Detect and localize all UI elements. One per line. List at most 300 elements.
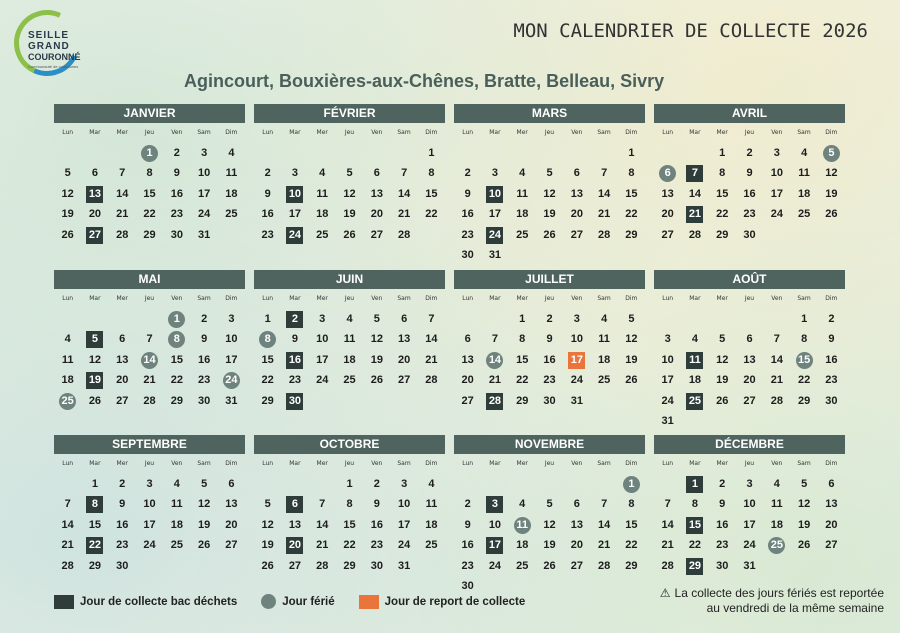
empty-cell — [454, 474, 481, 494]
day-cell: 30 — [543, 394, 556, 407]
day-cell: 22 — [625, 208, 638, 221]
day-cell: 13 — [570, 187, 583, 200]
day-cell: 8 — [346, 498, 353, 511]
weekday-label: Ven — [371, 129, 383, 136]
holiday-day: 8 — [254, 329, 281, 349]
day-cell: 5 — [546, 167, 553, 180]
weekday-label: Jeu — [544, 295, 555, 302]
day-cell: 23 — [543, 374, 556, 387]
weekday-row — [254, 460, 445, 472]
day-cell: 16 — [825, 353, 838, 366]
weekday-label: Dim — [625, 295, 638, 302]
day-cell: 26 — [261, 559, 274, 572]
day-cell: 22 — [798, 374, 811, 387]
day-cell: 10 — [198, 167, 211, 180]
legend — [54, 594, 549, 609]
weekday-label: Mer — [516, 295, 528, 302]
empty-cell — [481, 143, 508, 163]
weekday-label: Sam — [597, 460, 611, 467]
logo-line2: GRAND — [28, 41, 70, 52]
day-cell: 13 — [116, 353, 129, 366]
day-cell: 14 — [598, 518, 611, 531]
day-cell: 15 — [625, 187, 638, 200]
day-cell: 19 — [343, 208, 356, 221]
day-cell: 7 — [601, 167, 608, 180]
month-header: AOÛT — [654, 270, 845, 289]
day-cell: 30 — [825, 394, 838, 407]
weekday-label: Sam — [597, 295, 611, 302]
day-cell: 28 — [661, 559, 674, 572]
empty-cell — [763, 309, 790, 329]
day-cell: 26 — [343, 228, 356, 241]
day-cell: 23 — [461, 228, 474, 241]
day-cell: 12 — [798, 498, 811, 511]
day-cell: 8 — [628, 167, 635, 180]
day-cell: 10 — [398, 498, 411, 511]
day-cell: 5 — [546, 498, 553, 511]
day-cell: 4 — [773, 478, 780, 490]
weekday-label: Sam — [197, 129, 211, 136]
day-cell: 5 — [373, 313, 380, 325]
day-cell: 3 — [664, 333, 671, 346]
day-cell: 20 — [225, 518, 238, 531]
empty-cell — [363, 143, 390, 163]
day-cell: 21 — [770, 374, 783, 387]
weekday-label: Mar — [489, 295, 501, 302]
day-cell: 1 — [91, 478, 98, 490]
collect-day: 8 — [81, 494, 108, 514]
day-cell: 15 — [88, 518, 102, 531]
weekday-label: Ven — [171, 129, 183, 136]
day-cell: 24 — [770, 208, 783, 221]
day-cell: 12 — [88, 353, 102, 366]
month-header: FÉVRIER — [254, 104, 445, 123]
month-3 — [654, 104, 845, 245]
weekday-label: Mar — [89, 129, 101, 136]
weekday-label: Mar — [89, 460, 101, 467]
collect-day: 15 — [681, 515, 708, 535]
day-cell: 31 — [743, 559, 756, 572]
weekday-label: Dim — [225, 129, 238, 136]
day-cell: 9 — [173, 167, 180, 180]
weekday-label: Mar — [689, 460, 701, 467]
day-cell: 6 — [119, 333, 126, 346]
weekday-label: Jeu — [544, 129, 555, 136]
day-cell: 8 — [428, 167, 435, 180]
day-cell: 23 — [116, 539, 129, 552]
weekday-label: Jeu — [544, 460, 555, 467]
weekday-label: Ven — [571, 295, 583, 302]
day-cell: 27 — [370, 228, 383, 241]
day-cell: 1 — [346, 478, 353, 490]
weekday-label: Dim — [825, 295, 838, 302]
collect-day: 5 — [81, 329, 108, 349]
day-cell: 20 — [88, 208, 102, 221]
day-cell: 2 — [719, 478, 726, 490]
day-cell: 27 — [570, 228, 583, 241]
day-cell: 24 — [661, 394, 674, 407]
collect-day: 22 — [81, 535, 108, 555]
day-cell: 12 — [343, 187, 356, 200]
day-cell: 8 — [519, 333, 526, 346]
day-cell: 19 — [543, 539, 556, 552]
day-cell: 12 — [543, 187, 556, 200]
month-header: MAI — [54, 270, 245, 289]
weekday-label: Jeu — [744, 129, 755, 136]
day-cell: 17 — [198, 187, 211, 200]
day-cell: 26 — [198, 539, 211, 552]
day-cell: 23 — [461, 559, 474, 572]
weekday-label: Mer — [116, 129, 128, 136]
day-cell: 18 — [770, 518, 783, 531]
day-cell: 27 — [225, 539, 238, 552]
empty-cell — [654, 309, 681, 329]
weekday-label: Ven — [771, 129, 783, 136]
days-grid — [654, 143, 845, 245]
day-cell: 30 — [716, 559, 729, 572]
day-cell: 27 — [570, 559, 583, 572]
day-cell: 7 — [319, 498, 326, 511]
day-cell: 21 — [398, 208, 411, 221]
weekday-label: Lun — [262, 460, 274, 467]
holiday-day: 14 — [136, 350, 163, 370]
day-cell: 7 — [146, 333, 153, 346]
collect-day: 28 — [481, 391, 508, 411]
day-cell: 28 — [116, 228, 129, 241]
weekday-label: Lun — [62, 460, 74, 467]
day-cell: 21 — [488, 374, 502, 387]
day-cell: 12 — [625, 333, 638, 346]
day-cell: 7 — [773, 333, 780, 346]
weekday-label: Sam — [397, 460, 411, 467]
day-cell: 15 — [716, 187, 729, 200]
weekday-row — [54, 129, 245, 141]
weekday-label: Mar — [289, 295, 301, 302]
weekday-row — [54, 295, 245, 307]
day-cell: 30 — [461, 579, 474, 592]
day-cell: 6 — [91, 167, 98, 180]
day-cell: 17 — [143, 518, 156, 531]
day-cell: 21 — [598, 539, 611, 552]
day-cell: 24 — [143, 539, 156, 552]
empty-cell — [254, 143, 281, 163]
empty-cell — [54, 143, 81, 163]
day-cell: 16 — [116, 518, 129, 531]
day-cell: 18 — [61, 374, 74, 387]
weekday-label: Mer — [716, 129, 728, 136]
day-cell: 15 — [261, 353, 274, 366]
month-header: JUILLET — [454, 270, 645, 289]
day-cell: 8 — [691, 498, 698, 511]
weekday-label: Jeu — [344, 129, 355, 136]
day-cell: 6 — [228, 478, 235, 490]
note-line1: La collecte des jours fériés est reportée — [674, 586, 884, 600]
day-cell: 21 — [598, 208, 611, 221]
day-cell: 28 — [598, 559, 611, 572]
day-cell: 18 — [688, 374, 702, 387]
day-cell: 26 — [543, 559, 556, 572]
day-cell: 14 — [398, 187, 411, 200]
day-cell: 4 — [346, 313, 353, 325]
day-cell: 3 — [291, 167, 298, 180]
day-cell: 6 — [828, 478, 835, 490]
weekday-label: Lun — [462, 295, 474, 302]
logo-line1: SEILLE — [28, 30, 70, 41]
day-cell: 2 — [119, 478, 126, 490]
day-cell: 4 — [428, 478, 435, 490]
day-cell: 19 — [198, 518, 211, 531]
empty-cell — [481, 309, 508, 329]
weekday-label: Dim — [425, 295, 438, 302]
day-cell: 25 — [425, 539, 438, 552]
day-cell: 5 — [801, 478, 808, 490]
day-cell: 21 — [425, 353, 438, 366]
empty-cell — [590, 474, 617, 494]
day-cell: 27 — [743, 394, 756, 407]
day-cell: 12 — [61, 187, 74, 200]
empty-cell — [709, 309, 736, 329]
day-cell: 24 — [488, 559, 502, 572]
day-cell: 28 — [61, 559, 74, 572]
day-cell: 26 — [798, 539, 811, 552]
day-cell: 16 — [370, 518, 383, 531]
empty-cell — [81, 309, 108, 329]
day-cell: 18 — [170, 518, 183, 531]
day-cell: 16 — [543, 353, 556, 366]
collect-day: 24 — [481, 225, 508, 245]
day-cell: 29 — [625, 228, 638, 241]
day-cell: 31 — [225, 394, 238, 407]
day-cell: 14 — [598, 187, 611, 200]
day-cell: 10 — [225, 333, 238, 346]
day-cell: 22 — [170, 374, 183, 387]
day-cell: 11 — [316, 187, 329, 200]
weekday-label: Ven — [771, 460, 783, 467]
day-cell: 4 — [601, 313, 608, 325]
day-cell: 20 — [743, 374, 756, 387]
day-cell: 4 — [519, 498, 526, 511]
day-cell: 22 — [516, 374, 529, 387]
day-cell: 9 — [464, 518, 471, 531]
weekday-label: Dim — [225, 295, 238, 302]
day-cell: 21 — [116, 208, 129, 221]
empty-cell — [309, 474, 336, 494]
day-cell: 11 — [771, 498, 783, 511]
day-cell: 24 — [570, 374, 583, 387]
weekday-label: Sam — [397, 295, 411, 302]
day-cell: 9 — [828, 333, 835, 346]
day-cell: 18 — [798, 187, 811, 200]
collect-day: 24 — [281, 225, 308, 245]
collect-day: 30 — [281, 391, 308, 411]
day-cell: 26 — [543, 228, 556, 241]
collect-day: 25 — [681, 391, 708, 411]
day-cell: 2 — [264, 167, 271, 180]
month-header: DÉCEMBRE — [654, 435, 845, 454]
day-cell: 3 — [746, 478, 753, 490]
month-0 — [54, 104, 245, 245]
weekday-label: Ven — [171, 295, 183, 302]
empty-cell — [390, 143, 417, 163]
collect-day: 1 — [681, 474, 708, 494]
day-cell: 5 — [719, 333, 726, 346]
days-grid — [454, 309, 645, 411]
month-2 — [454, 104, 645, 265]
day-cell: 4 — [801, 147, 808, 159]
day-cell: 22 — [688, 539, 702, 552]
day-cell: 6 — [464, 333, 471, 346]
day-cell: 27 — [398, 374, 411, 387]
month-header: NOVEMBRE — [454, 435, 645, 454]
month-6 — [454, 270, 645, 411]
day-cell: 12 — [825, 167, 838, 180]
day-cell: 29 — [88, 559, 102, 572]
day-cell: 7 — [491, 333, 498, 346]
day-cell: 6 — [373, 167, 380, 180]
day-cell: 28 — [688, 228, 702, 241]
day-cell: 10 — [570, 333, 583, 346]
weekday-label: Mar — [689, 129, 701, 136]
note-line2: au vendredi de la même semaine — [706, 601, 884, 615]
weekday-label: Mer — [716, 460, 728, 467]
day-cell: 3 — [401, 478, 408, 490]
day-cell: 4 — [519, 167, 526, 180]
day-cell: 14 — [661, 518, 674, 531]
day-cell: 25 — [798, 208, 811, 221]
weekday-label: Mar — [689, 295, 701, 302]
collect-day: 10 — [481, 184, 508, 204]
day-cell: 23 — [825, 374, 838, 387]
day-cell: 11 — [598, 333, 610, 346]
empty-cell — [254, 474, 281, 494]
collect-day: 16 — [281, 350, 308, 370]
days-grid — [54, 474, 245, 576]
weekday-row — [254, 295, 445, 307]
day-cell: 4 — [228, 147, 235, 159]
day-cell: 7 — [664, 498, 671, 511]
weekday-row — [454, 295, 645, 307]
day-cell: 16 — [261, 208, 274, 221]
logo-line3: COURONNÉ — [28, 52, 81, 62]
weekday-label: Lun — [462, 129, 474, 136]
day-cell: 18 — [316, 208, 329, 221]
day-cell: 25 — [225, 208, 238, 221]
day-cell: 26 — [716, 394, 729, 407]
day-cell: 20 — [570, 208, 583, 221]
day-cell: 1 — [719, 147, 726, 159]
day-cell: 19 — [625, 353, 638, 366]
collect-day: 3 — [481, 494, 508, 514]
weekday-label: Mer — [716, 295, 728, 302]
day-cell: 9 — [719, 498, 726, 511]
month-7 — [654, 270, 845, 431]
day-cell: 13 — [370, 187, 383, 200]
days-grid — [254, 309, 445, 411]
weekday-label: Ven — [771, 295, 783, 302]
weekday-label: Dim — [825, 129, 838, 136]
month-10 — [454, 435, 645, 596]
day-cell: 11 — [61, 353, 74, 366]
month-11 — [654, 435, 845, 576]
day-cell: 20 — [370, 208, 383, 221]
day-cell: 24 — [743, 539, 756, 552]
day-cell: 7 — [601, 498, 608, 511]
empty-cell — [81, 143, 108, 163]
collect-day: 11 — [681, 350, 708, 370]
weekday-label: Sam — [397, 129, 411, 136]
day-cell: 20 — [116, 374, 129, 387]
day-cell: 14 — [770, 353, 783, 366]
empty-cell — [536, 474, 563, 494]
day-cell: 23 — [716, 539, 729, 552]
weekday-label: Lun — [662, 129, 674, 136]
holiday-day: 8 — [163, 329, 190, 349]
day-cell: 15 — [170, 353, 183, 366]
weekday-label: Ven — [371, 295, 383, 302]
empty-cell — [54, 309, 81, 329]
day-cell: 31 — [198, 228, 211, 241]
day-cell: 17 — [488, 208, 502, 221]
day-cell: 11 — [343, 333, 356, 346]
holiday-day: 1 — [136, 143, 163, 163]
days-grid — [454, 143, 645, 265]
holiday-day: 15 — [790, 350, 817, 370]
day-cell: 14 — [688, 187, 702, 200]
month-header: JANVIER — [54, 104, 245, 123]
days-grid — [654, 474, 845, 576]
weekday-row — [254, 129, 445, 141]
day-cell: 19 — [261, 539, 274, 552]
weekday-label: Jeu — [144, 295, 155, 302]
days-grid — [254, 474, 445, 576]
weekday-label: Sam — [797, 460, 811, 467]
day-cell: 2 — [546, 313, 553, 325]
day-cell: 4 — [64, 333, 71, 346]
day-cell: 20 — [825, 518, 838, 531]
day-cell: 23 — [288, 374, 302, 387]
day-cell: 9 — [264, 187, 271, 200]
weekday-label: Jeu — [344, 295, 355, 302]
weekday-row — [654, 295, 845, 307]
weekday-label: Lun — [462, 460, 474, 467]
holiday-swatch — [261, 594, 276, 609]
report-day: 17 — [563, 350, 590, 370]
empty-cell — [736, 309, 763, 329]
day-cell: 22 — [261, 374, 274, 387]
day-cell: 17 — [398, 518, 411, 531]
empty-cell — [454, 309, 481, 329]
weekday-label: Mar — [489, 460, 501, 467]
weekday-label: Jeu — [744, 460, 755, 467]
month-4 — [54, 270, 245, 411]
day-cell: 15 — [425, 187, 438, 200]
day-cell: 12 — [716, 353, 729, 366]
empty-cell — [109, 143, 136, 163]
holiday-day: 1 — [618, 474, 645, 494]
day-cell: 9 — [464, 187, 471, 200]
weekday-label: Mer — [316, 129, 328, 136]
weekday-label: Sam — [797, 129, 811, 136]
day-cell: 13 — [225, 498, 238, 511]
day-cell: 12 — [370, 333, 383, 346]
day-cell: 23 — [370, 539, 383, 552]
day-cell: 28 — [425, 374, 438, 387]
day-cell: 28 — [598, 228, 611, 241]
day-cell: 4 — [173, 478, 180, 490]
empty-cell — [681, 143, 708, 163]
empty-cell — [281, 474, 308, 494]
holiday-day: 14 — [481, 350, 508, 370]
